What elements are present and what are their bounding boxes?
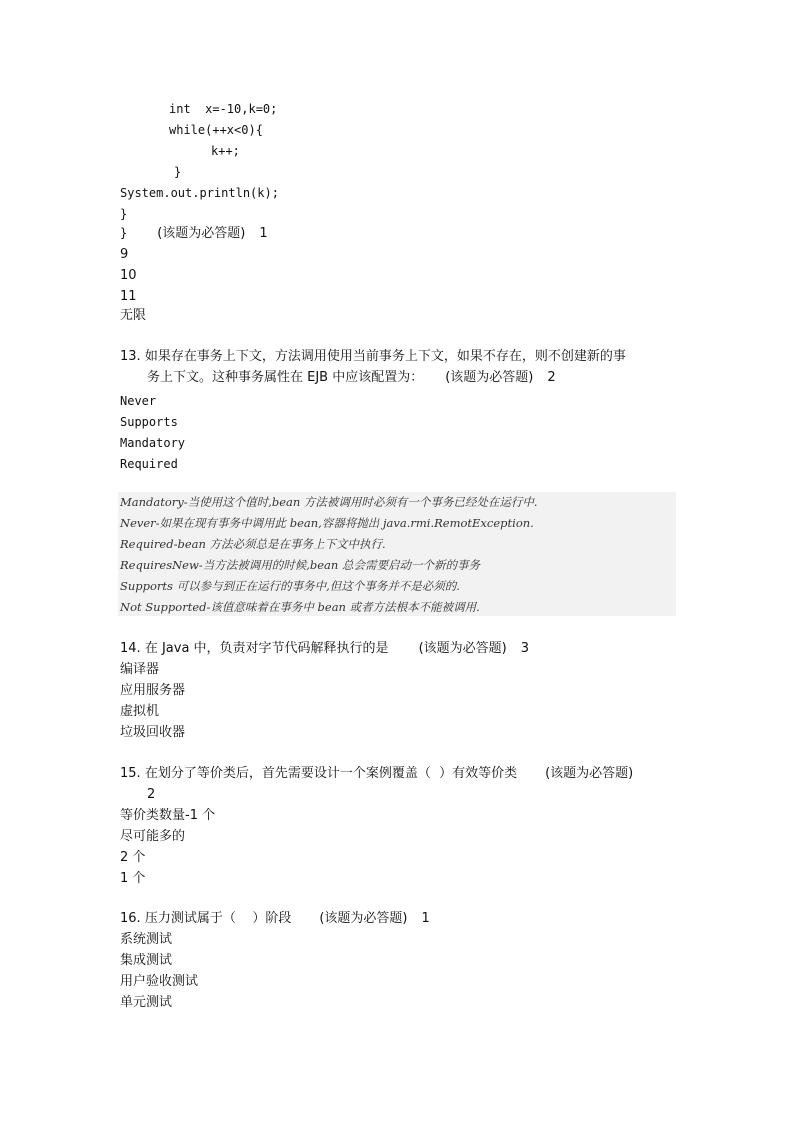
explanation-line: Mandatory-当使用这个值时,bean 方法被调用时必须有一个事务已经处在运行中.	[120, 495, 538, 509]
option: 垃圾回收器	[120, 725, 186, 740]
option: 无限	[120, 308, 147, 323]
question-number: 14.	[120, 641, 141, 656]
question-required-tag: (该题为必答题)	[157, 226, 246, 241]
question-15	[120, 766, 633, 782]
question-required-tag: (该题为必答题)	[445, 370, 534, 385]
code-line: }	[174, 165, 182, 179]
explanation-line: Never-如果在现有事务中调用此 bean,容器将抛出 java.rmi.RemotException.	[120, 516, 534, 530]
question-text: 务上下文。这种事务属性在 EJB 中应该配置为：	[147, 370, 424, 385]
question-required-tag: (该题为必答题)	[418, 641, 507, 656]
option: 编译器	[120, 662, 160, 677]
code-line: k++;	[211, 144, 240, 158]
option: Supports	[120, 415, 178, 429]
code-line: }	[120, 226, 128, 240]
option: 系统测试	[120, 932, 173, 947]
question-required-tag: (该题为必答题)	[545, 766, 634, 781]
question-13-line1	[120, 349, 626, 365]
option: 1 个	[120, 871, 146, 886]
question-16	[120, 911, 430, 927]
answer-key: 3	[520, 641, 529, 656]
explanation-line: Supports 可以参与到正在运行的事务中,但这个事务并不是必须的.	[120, 579, 460, 593]
option: 2 个	[120, 850, 146, 865]
question-14	[120, 641, 529, 657]
option: 虚拟机	[120, 704, 160, 719]
question-13-line2	[147, 370, 556, 386]
option: 集成测试	[120, 953, 173, 968]
question-number: 13.	[120, 349, 141, 364]
option: Never	[120, 394, 157, 408]
answer-key: 2	[547, 370, 556, 385]
answer-key: 1	[259, 226, 268, 241]
question-text: 在划分了等价类后，首先需要设计一个案例覆盖（ ）有效等价类	[144, 766, 518, 781]
option: 单元测试	[120, 995, 173, 1010]
code-line: while(++x<0){	[169, 123, 263, 137]
option: 尽可能多的	[120, 829, 186, 844]
explanation-line: Required-bean 方法必须总是在事务上下文中执行.	[120, 537, 386, 551]
answer-key: 1	[421, 911, 430, 926]
question-number: 15.	[120, 766, 141, 781]
code-line: System.out.println(k);	[120, 186, 279, 200]
question-text: 在 Java 中，负责对字节代码解释执行的是	[144, 641, 389, 656]
question-text: 如果存在事务上下文，方法调用使用当前事务上下文，如果不存在，则不创建新的事	[144, 349, 626, 364]
question-text: 压力测试属于（ ）阶段	[144, 911, 292, 926]
explanation-box	[118, 492, 676, 616]
option: 11	[120, 289, 137, 304]
option: 10	[120, 268, 137, 283]
option: 等价类数量-1 个	[120, 808, 216, 823]
answer-key: 2	[147, 787, 156, 802]
code-line: int x=-10,k=0;	[169, 102, 278, 116]
code-line: }	[120, 207, 128, 221]
option: Required	[120, 457, 178, 471]
option: 应用服务器	[120, 683, 186, 698]
question-number: 16.	[120, 911, 141, 926]
explanation-line: RequiresNew-当方法被调用的时候,bean 总会需要启动一个新的事务	[120, 558, 480, 572]
option: Mandatory	[120, 436, 186, 450]
option: 用户验收测试	[120, 974, 199, 989]
option: 9	[120, 247, 129, 262]
explanation-line: Not Supported-该值意味着在事务中 bean 或者方法根本不能被调用.	[120, 600, 480, 614]
q12-tag-line	[120, 225, 268, 242]
question-required-tag: (该题为必答题)	[319, 911, 408, 926]
